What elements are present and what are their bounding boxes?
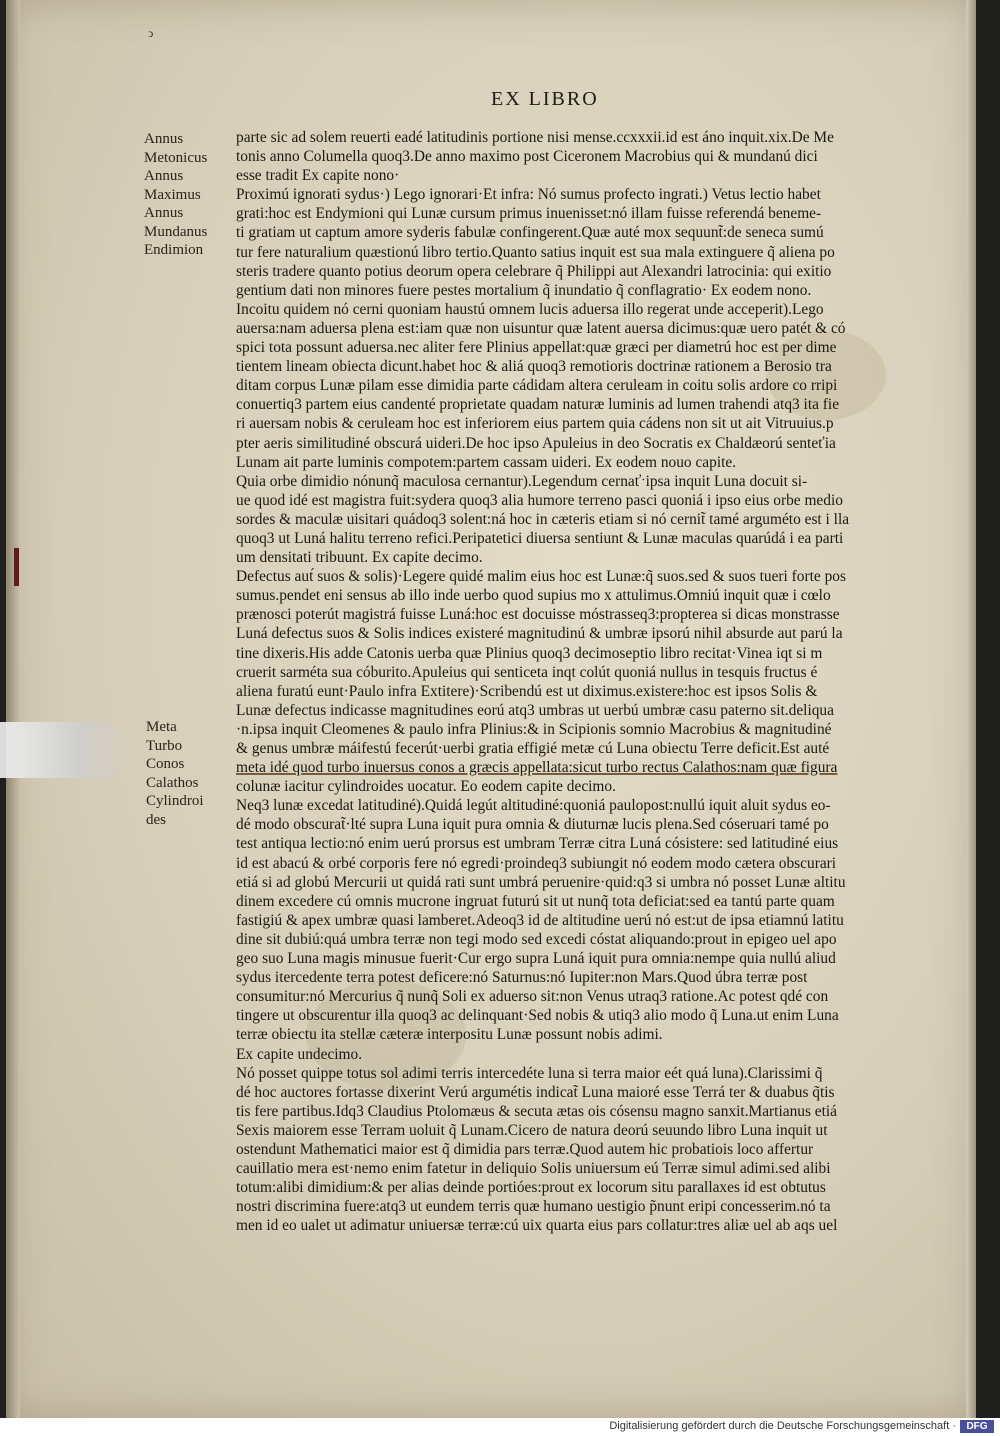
text-line: conuertiq3 partem eius candenté proprietate quadam naturæ luminis ad lumen trahendi atq3 ita fie bbox=[236, 396, 840, 414]
dfg-logo-icon: DFG bbox=[960, 1420, 994, 1433]
text-line: tientem lineam obiecta dicunt.habet hoc & aliá quoq3 remotioris doctrinæ rationem a Berosio tra bbox=[236, 358, 832, 376]
text-line: sydus itercedente terra potest deficere:nó Saturnus:nó Iupiter:non Mars.Quod úbra terræ post bbox=[236, 969, 808, 987]
text-line: steris tradere quanto potius deorum opera celebrare q̃ Philippi aut Alexandri latrocinia: qui exitio bbox=[236, 262, 832, 280]
page-gutter bbox=[6, 0, 20, 1418]
main-text-block bbox=[236, 128, 926, 1235]
text-line: test antiqua lectio:nó enim uerú prorsus est umbram Terræ citra Luná cósistere: sed latitudiné eius bbox=[236, 835, 839, 853]
marginal-note: Maximus bbox=[144, 186, 201, 203]
text-line: & genus umbræ máifestú fecerút·uerbi gratia effigié metæ cú Luna obiectu Terre deficit.Est auté bbox=[236, 740, 830, 757]
text-line: sumus.pendet eni sensus ab illo inde uerbo quod supius mo x attulimus.Omniú inquit quæ i cœlo bbox=[236, 587, 831, 605]
text-line: ri auersam nobis & ceruleam hoc est inferiorem eius partem quia cádens non sit ut ait Vitruuius.p bbox=[236, 415, 834, 433]
text-line: etiá si ad globú Mercurii ut quidá rati sunt umbrá peruenire·quid:q3 si umbra nó posset Lunæ altitu bbox=[236, 873, 846, 891]
text-line: spici tota possunt aduersa.nec aliter fere Plinius appellat:quæ græci per diametrú hoc est per dime bbox=[236, 339, 837, 357]
text-line: um densitati tribuunt. Ex capite decimo. bbox=[236, 549, 483, 567]
marginal-note: Annus bbox=[144, 205, 184, 221]
text-line: Sexis maiorem esse Terram uoluit q̃ Lunam.Cicero de natura deorú seuundo libro Luna inquit ut bbox=[236, 1121, 828, 1139]
marginal-note: Cylindroi bbox=[146, 793, 204, 809]
text-line: Luná defectus suos & Solis indices existeré magnitudinú & umbræ ipsorú nihil absurde aut parú la bbox=[236, 625, 843, 643]
text-line: Lunæ defectus indicasse magnitudines eorú atq3 umbras ut uerbú umbræ casu paterno sit.deliqua bbox=[236, 701, 834, 719]
text-line: Lunam ait parte luminis compotem:partem cassam uideri. Ex eodem nouo capite. bbox=[236, 453, 737, 471]
page-fore-edge bbox=[966, 0, 976, 1418]
text-line: Ex capite undecimo. bbox=[236, 1045, 363, 1063]
text-line: tonis anno Columella quoq3.De anno maximo post Ciceronem Macrobius qui & mundanú dici bbox=[236, 148, 818, 166]
text-line: Nó posset quippe totus sol adimi terris intercedéte luna si terra maior eét quá luna).Clarissimi q̃ bbox=[236, 1064, 823, 1082]
text-line: grati:hoc est Endymioni qui Lunæ cursum primus inuenisset:nó illam fuisse referendá beneme‑ bbox=[236, 205, 822, 223]
marginal-note: Annus bbox=[144, 131, 184, 147]
marginal-note: Annus bbox=[144, 168, 184, 184]
marginal-note: Meta bbox=[146, 719, 177, 735]
footer-bar bbox=[0, 1418, 1000, 1436]
text-line: Proximú ignorati sydus·) Lego ignorari·Et infra: Nó sumus profecto ingrati.) Vetus lectio habet bbox=[236, 186, 821, 204]
marginal-note: Metonicus bbox=[144, 149, 208, 166]
text-line: tur fere naturalium quæstionú libro tertio.Quanto satius inquit est sua mala extinguere q̃ aliena po bbox=[236, 243, 835, 261]
text-line: colunæ iacitur cylindroides uocatur. Eo eodem capite decimo. bbox=[236, 778, 616, 796]
text-line: aliena furatú eunt·Paulo infra Extitere)·Scribendú est ut diximus.existere:hoc est ipsos Solis & bbox=[236, 682, 818, 700]
text-line: Neq3 lunæ excedat latitudiné).Quidá legút altitudiné:quoniá paulopost:nullú iquit aluit sydus eo‑ bbox=[236, 797, 831, 815]
corner-mark: ↄ bbox=[148, 26, 154, 40]
text-line: tis fere partibus.Idq3 Claudius Ptolomæus & secuta ætas ois cósensu magno sanxit.Martianus etiá bbox=[236, 1102, 838, 1120]
text-line: ti gratiam ut captum amore syderis fabulæ confingerent.Quæ auté mox sequunt̃:de seneca sumú bbox=[236, 224, 824, 242]
text-line: pter aeris similitudiné obscurá uideri.De hoc ipso Apuleius in deo Socratis ex Chaldæorú senteťia bbox=[236, 434, 836, 452]
text-line: Incoitu quidem nó cerni quoniam haustú omnem lucis aduersa illo regerat unde acceperit).Lego bbox=[236, 300, 824, 318]
text-line: cruerit sarméta sua cóburito.Apuleius qui senticeta inqt colút quoniá nullus in tesquis fructus é bbox=[236, 663, 818, 681]
running-head: EX LIBRO bbox=[491, 88, 599, 110]
marginal-note: Calathos bbox=[146, 774, 199, 791]
text-line: men id eo ualet ut adimatur uniuersæ terræ:cú uix quarta eius pars collatur:tres aliæ uel ab aqs uel bbox=[236, 1217, 838, 1235]
text-line: terræ obiectu ita stellæ cæteræ interpositu Lunæ possunt nobis adimi. bbox=[236, 1026, 663, 1044]
marginal-note: Turbo bbox=[146, 737, 183, 754]
page-clip bbox=[0, 722, 130, 778]
text-line: ostendunt Mathematici maior est q̃ dimidia pars terræ.Quod autem hic probatiois loco affertur bbox=[236, 1140, 814, 1158]
text-line: parte sic ad solem reuerti eadé latitudinis portione nisi mense.ccxxxii.id est áno inquit.xix.De Me bbox=[236, 129, 834, 146]
text-line: Defectus aut́ suos & solis)·Legere quidé malim eius hoc est Lunæ:q̃ suos.sed & suos tueri forte pos bbox=[236, 568, 846, 586]
text-line: dine sit dubiú:quá umbra terræ non tegi modo sed excedi cóstat aliquando:prout in epigeo uel apo bbox=[236, 930, 837, 948]
text-line: dé hoc auctores fortasse dixerint Verú argumétis indicat̃ Luna maioré esse Terrá ter & duabus q̃tis bbox=[236, 1083, 835, 1101]
text-line: quoq3 ut Luná halitu terreno refici.Peripatetici diuersa sentiunt & Lunæ maculas quarúdá i ea parti bbox=[236, 529, 844, 547]
text-line: dinem excedere cú omnis mucrone ingruat futurú sit ut nunq̃ tota deficiat:sed ea tantú parte quam bbox=[236, 892, 835, 910]
text-line: dé modo obscurat̃·lté supra Luna iquit pura omnia & diuturnæ lucis plena.Sed cóseruari tamé po bbox=[236, 816, 829, 834]
text-line: meta idé quod turbo inuersus conos a græcis appellata:sicut turbo rectus Calathos:nam quæ figura bbox=[236, 759, 838, 777]
text-line: tine dixeris.His adde Catonis uerba quæ Plinius quoq3 decimoseptio libro recitat·Vinea iqt si m bbox=[236, 644, 823, 662]
text-line: esse tradit Ex capite nono· bbox=[236, 167, 400, 185]
text-line: sordes & maculæ uisitari quádoq3 solent:ná hoc in cæteris etiam si nó cernit̃ tamé arguméto est i lla bbox=[236, 510, 850, 528]
text-line: Quia orbe dimidio nónunq̃ maculosa cernantur).Legendum cernaťˑipsa inquit Luna docuit si‑ bbox=[236, 472, 808, 490]
text-line: totum:alibi dimidium:& per alias deinde portióes:prout ex locorum situ parallaxes id est obtutus bbox=[236, 1179, 826, 1197]
text-line: ue quod idé est magistra fuit:sydera quoq3 alia humore terreno pasci quoniá i ipso eius orbe medio bbox=[236, 491, 843, 509]
text-line: id est abacú & orbé corporis fere nó egredi·proindeq3 subiungit nó eodem modo cætera obscurari bbox=[236, 854, 837, 872]
text-line: nostri discrimina fuere:atq3 ut eundem terris quæ humano uestigio p̃nunt eripi concesserim.nó ta bbox=[236, 1198, 831, 1216]
text-line: gentium dati non minores fuere pestes mortalium q̃ inundatio q̃ conflagratio· Ex eodem nono. bbox=[236, 281, 812, 299]
funding-notice: Digitalisierung gefördert durch die Deutsche Forschungsgemeinschaft · bbox=[609, 1420, 956, 1432]
marginal-note: Conos bbox=[146, 756, 185, 772]
text-line: geo suo Luna magis minusue fuerit·Cur ergo supra Luná iquit pura omnia:nempe quia nullú aliud bbox=[236, 950, 836, 968]
text-line: consumitur:nó Mercurius q̃ nunq̃ Soli ex aduerso sit:non Venus utraq3 ratione.Ac potest qdé con bbox=[236, 988, 829, 1006]
marginal-note: des bbox=[146, 811, 166, 828]
text-line: prænosci poterút magistrá fuisse Luná:hoc est docuisse móstrasseq3:propterea si dicas monstrasse bbox=[236, 606, 840, 624]
text-line: cauillatio mera est·nemo enim fatetur in deliquio Solis uniuersum eú Terræ simul adimi.sed alibi bbox=[236, 1160, 831, 1178]
text-line: fastigiú & apex umbræ quasi lamberet.Adeoq3 id de altitudine uerú nó est:ut de ipsa etiamnú latitu bbox=[236, 911, 844, 929]
marginal-note: Endimion bbox=[144, 242, 204, 258]
text-line: ditam corpus Lunæ pilam esse dimidia parte cádidam altera ceruleam in coitu solis ardore co rripi bbox=[236, 377, 838, 395]
book-page bbox=[6, 0, 976, 1418]
marginal-note: Mundanus bbox=[144, 223, 208, 240]
text-line: ·n.ipsa inquit Cleomenes & paulo infra Plinius:& in Scipionis somnio Macrobius & magnitudiné bbox=[236, 720, 832, 738]
bookmark-ribbon bbox=[14, 548, 19, 586]
marginal-notes-bottom bbox=[146, 718, 204, 829]
text-line: auersa:nam aduersa plena est:iam quæ non uisuntur quæ latent auersa dicimus:quæ uero patét & có bbox=[236, 319, 846, 337]
marginal-notes-top bbox=[144, 130, 207, 260]
text-line: tingere ut obscurentur illa quoq3 ac delinquant·Sed nobis & utiq3 alio modo q̃ Luna.ut enim Luna bbox=[236, 1007, 839, 1025]
